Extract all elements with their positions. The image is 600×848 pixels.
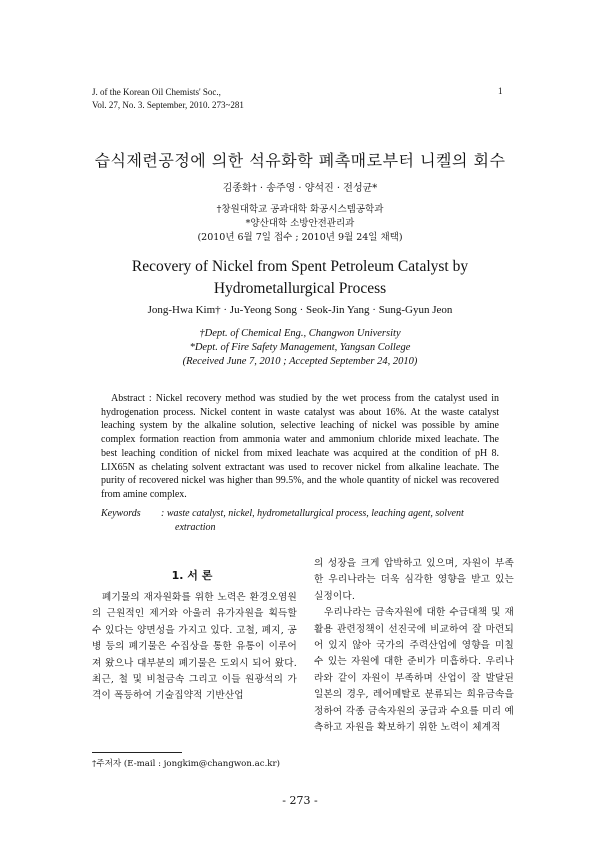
body-right-column xyxy=(314,556,514,736)
affiliations-english xyxy=(0,327,600,369)
abstract: Abstract : Nickel recovery method was studied by the wet process from the catalyst used in hydrogenation process. Nickel content in waste catalyst was about 16%. At the waste catalyst leaching system by the alkaline solution, selective leaching of nickel was possible by amine complex formation reaction from ammonia water and ammonium chloride mixed leachate. The best leaching condition of nickel from mixed leachate was acquired at the condition of pH 8. LIX65N as chelating solvent extractant was used to recover nickel from alkaline leachate. The purity of recovered nickel was higher than 99.5%, and the whole quantity of nickel was recovered from amine complex. xyxy=(101,393,500,500)
paragraph: 의 성장을 크게 압박하고 있으며, 자원이 부족한 우리나라는 더욱 심각한 영향을 받고 있는 실정이다. xyxy=(314,558,514,602)
footnote-divider xyxy=(92,752,182,753)
abstract-text: Nickel recovery method was studied by the wet process from the catalyst used in hydrogenation process. Nickel content in waste catalyst was about 16%. At the waste catalyst leaching system by the alkaline solution, selective leaching of nickel was possible by amine complex formation reaction from ammonia water and ammonium chloride mixed leachate. The best leaching condition of nickel from mixed leachate was acquired at the condition of pH 8. LIX65N as chelating solvent extractant was used to recover nickel from alkaline leachate. The purity of recovered nickel was higher than 99.5%, and the whole quantity of nickel was recovered from amine complex. xyxy=(101,393,500,500)
section-heading: 1. 서 론 xyxy=(171,569,213,582)
journal-header xyxy=(92,86,244,112)
keywords: Keywords : waste catalyst, nickel, hydrometallurgical process, leaching agent, solvent extraction xyxy=(101,507,501,535)
affiliation-en-1: †Dept. of Chemical Eng., Changwon University xyxy=(199,328,401,339)
authors-korean: 김종화† · 송주영 · 양석진 · 전성균* xyxy=(222,183,378,194)
received-date-ko: (2010년 6월 7일 접수 ; 2010년 9월 24일 채택) xyxy=(197,232,403,243)
page-number: - 273 - xyxy=(282,794,318,807)
title-korean: 습식제련공정에 의한 석유화학 폐촉매로부터 니켈의 회수 xyxy=(94,151,506,170)
header-page-label: 1 xyxy=(498,86,503,96)
received-date-en: (Received June 7, 2010 ; Accepted September 24, 2010) xyxy=(182,356,418,367)
title-english-line-1: Recovery of Nickel from Spent Petroleum Catalyst by xyxy=(131,258,469,275)
abstract-label: Abstract xyxy=(111,393,145,404)
journal-volume: Vol. 27, No. 3. September, 2010. 273~281 xyxy=(92,100,244,110)
affiliations-korean xyxy=(0,203,600,245)
keywords-line-1: waste catalyst, nickel, hydrometallurgical process, leaching agent, solvent xyxy=(166,508,464,519)
paragraph: 우리나라는 금속자원에 대한 수급대책 및 재활용 관련정책이 선진국에 비교하여 잘 마련되어 있지 않아 국가의 주력산업에 영향을 미칠 수 있는 자원에 대한 준비가 미흡하다. 우리나라와 같이 자원이 부족하며 산업이 잘 발달된 일본의 경우, 레어메탈로 분류되는 희유금속을 정하여 각종 금속자원의 공급과 수요를 미리 예측하고 자원을 확보하기 위한 노력이 체계적 xyxy=(314,607,514,734)
affiliation-ko-2: *양산대학 소방안전관리과 xyxy=(245,218,355,229)
footnote: †주저자 (E-mail : jongkim@changwon.ac.kr) xyxy=(92,759,280,769)
body-left-column xyxy=(92,590,297,705)
title-english-line-2: Hydrometallurgical Process xyxy=(213,280,387,297)
authors-english: Jong-Hwa Kim† · Ju-Yeong Song · Seok-Jin Yang · Sung-Gyun Jeon xyxy=(147,304,453,316)
paragraph: 폐기물의 재자원화를 위한 노력은 환경오염원의 근원적인 제거와 아울러 유가자원을 획득할 수 있다는 양면성을 가지고 있다. 고철, 폐지, 공병 등의 폐기물은 수집상을 통한 유통이 이루어져 왔으나 대부분의 폐기물은 도외시 되어 왔다. 최근, 철 및 비철금속 그리고 이들 원광석의 가격이 폭등하여 기술집약적 기반산업 xyxy=(92,592,297,702)
journal-name: J. of the Korean Oil Chemists' Soc., xyxy=(92,87,221,97)
keywords-line-2: extraction xyxy=(175,522,216,533)
title-english xyxy=(0,256,600,300)
keywords-label: Keywords xyxy=(101,508,141,519)
affiliation-ko-1: †창원대학교 공과대학 화공시스템공학과 xyxy=(216,204,384,215)
affiliation-en-2: *Dept. of Fire Safety Management, Yangsan College xyxy=(189,342,411,353)
